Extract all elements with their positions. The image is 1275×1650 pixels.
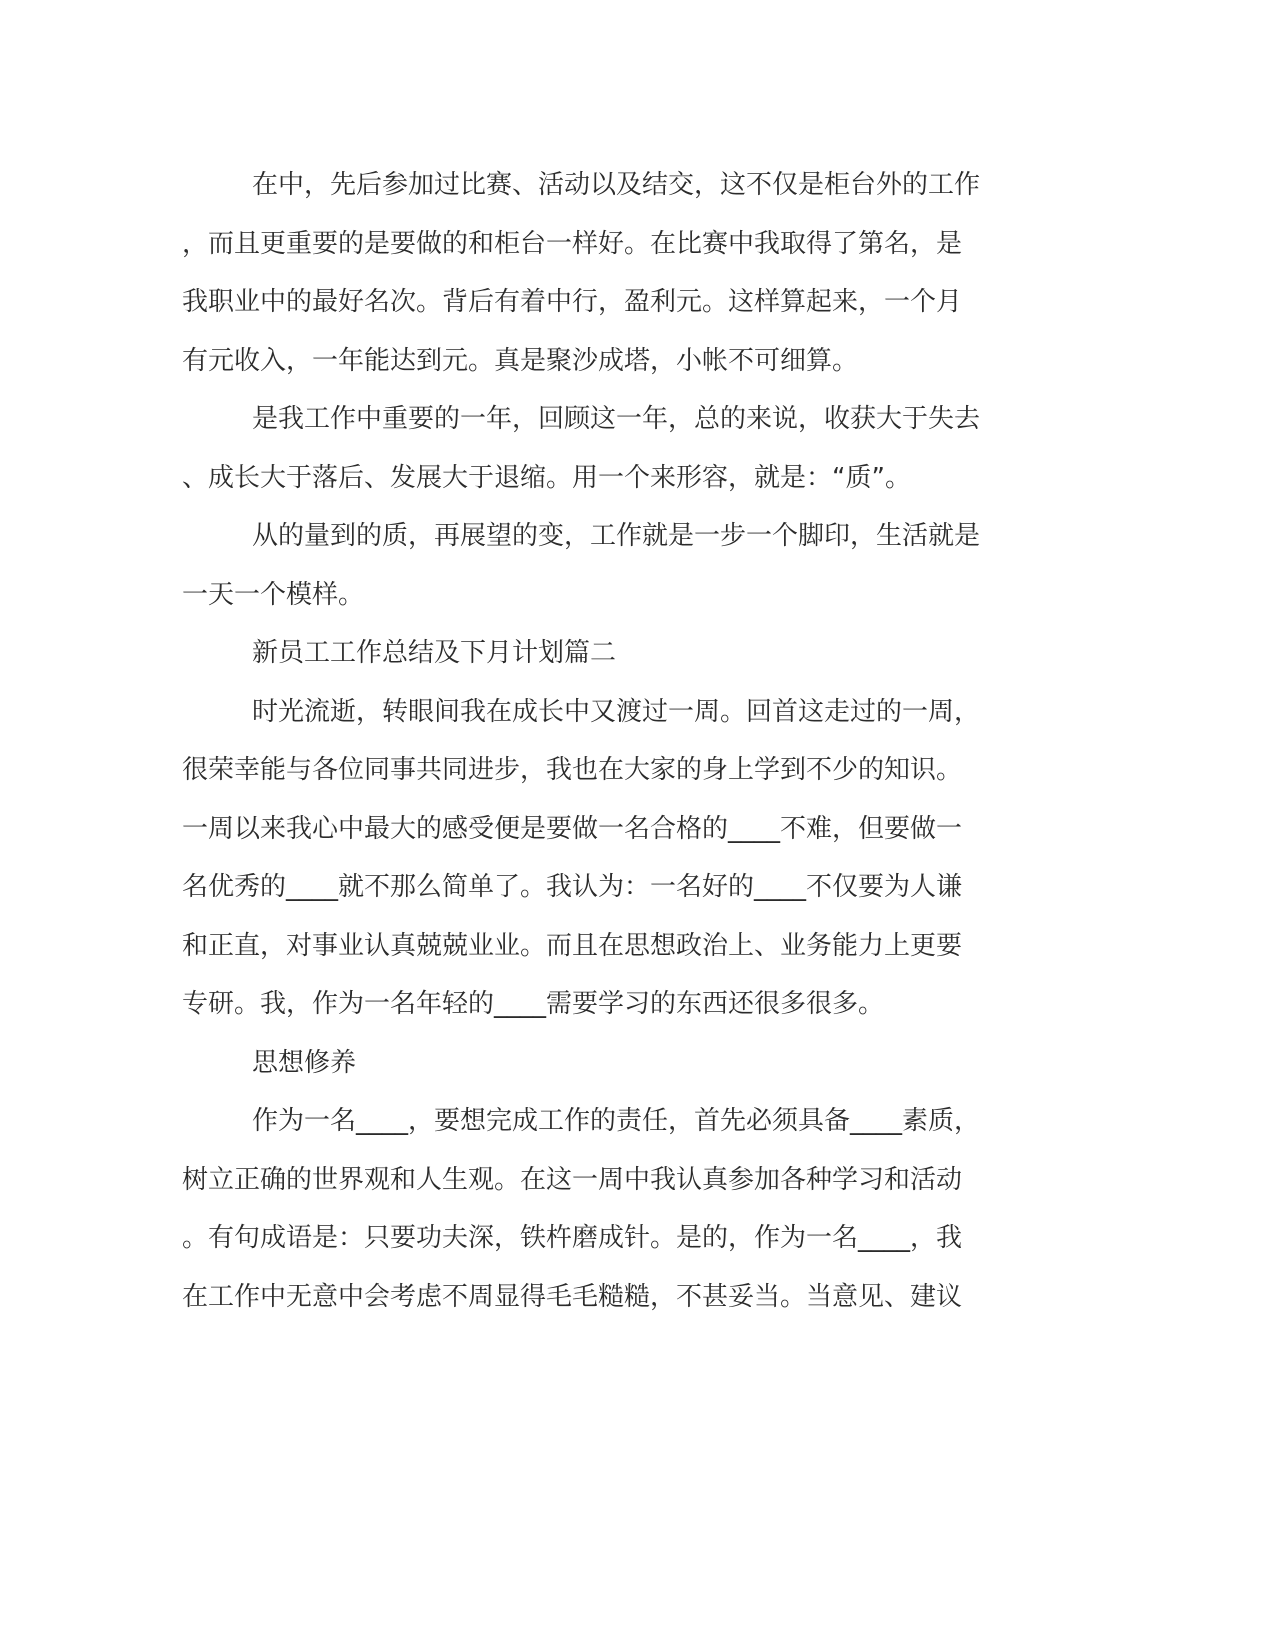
- subsection-heading: 思想修养: [252, 1047, 357, 1078]
- text-line: 很荣幸能与各位同事共同进步，我也在大家的身上学到不少的知识。: [182, 755, 963, 785]
- text-line: 有元收入，一年能达到元。真是聚沙成塔，小帐不可细算。: [182, 345, 859, 376]
- text-line: 在工作中无意中会考虑不周显得毛毛糙糙，不甚妥当。当意见、建议: [182, 1281, 963, 1312]
- text-line: 作为一名____，要想完成工作的责任，首先必须具备____素质，: [252, 1106, 981, 1136]
- text-line: 名优秀的____就不那么简单了。我认为：一名好的____不仅要为人谦: [182, 872, 963, 902]
- text-line: 专研。我，作为一名年轻的____需要学习的东西还很多很多。: [182, 989, 885, 1019]
- text-line: 我职业中的最好名次。背后有着中行，盈利元。这样算起来，一个月: [182, 287, 963, 317]
- text-line: 时光流逝，转眼间我在成长中又渡过一周。回首这走过的一周，: [252, 696, 981, 727]
- text-line: 、成长大于落后、发展大于退缩。用一个来形容，就是：“质”。: [182, 462, 911, 493]
- text-line: 在中，先后参加过比赛、活动以及结交，这不仅是柜台外的工作: [252, 170, 981, 200]
- text-line: ，而且更重要的是要做的和柜台一样好。在比赛中我取得了第名，是: [182, 228, 963, 259]
- text-line: 一周以来我心中最大的感受便是要做一名合格的____不难，但要做一: [182, 813, 963, 844]
- text-line: 从的量到的质，再展望的变，工作就是一步一个脚印，生活就是: [252, 521, 981, 551]
- text-line: 是我工作中重要的一年，回顾这一年，总的来说，收获大于失去: [252, 404, 981, 434]
- document-body: [182, 156, 1042, 1326]
- text-line: 和正直，对事业认真兢兢业业。而且在思想政治上、业务能力上更要: [182, 930, 963, 961]
- text-line: 一天一个模样。: [182, 579, 365, 610]
- section-heading: 新员工工作总结及下月计划篇二: [252, 638, 617, 668]
- text-line: 。有句成语是：只要功夫深，铁杵磨成针。是的，作为一名____，我: [182, 1223, 963, 1253]
- text-line: 树立正确的世界观和人生观。在这一周中我认真参加各种学习和活动: [182, 1164, 963, 1195]
